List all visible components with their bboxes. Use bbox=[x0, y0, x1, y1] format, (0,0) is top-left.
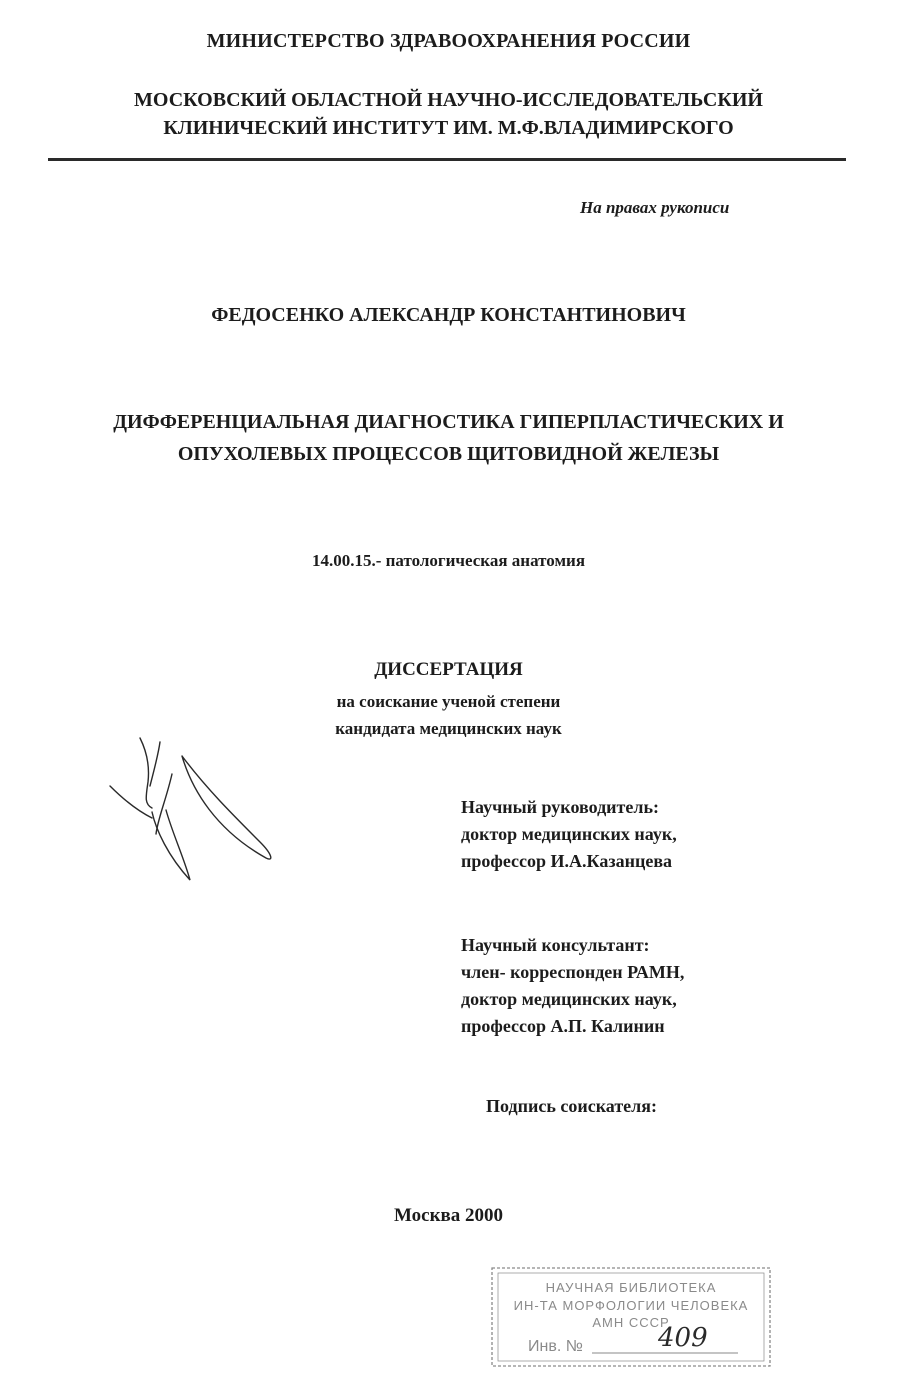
consultant-membership: член- корреспонден РАМН, bbox=[461, 962, 685, 982]
consultant-block bbox=[461, 932, 684, 1040]
consultant-label: Научный консультант: bbox=[461, 935, 650, 955]
header-divider bbox=[48, 158, 846, 161]
handwritten-signature bbox=[100, 730, 300, 900]
stamp-line-2: ИН-ТА МОРФОЛОГИИ ЧЕЛОВЕКА bbox=[513, 1298, 749, 1313]
stamp-inv-label: Инв. № bbox=[528, 1338, 583, 1355]
dissertation-title bbox=[0, 406, 897, 470]
title-line-1: ДИФФЕРЕНЦИАЛЬНАЯ ДИАГНОСТИКА ГИПЕРПЛАСТИЧЕСКИХ И bbox=[113, 411, 784, 433]
supervisor-name: профессор И.А.Казанцева bbox=[461, 851, 673, 871]
stamp-line-1: НАУЧНАЯ БИБЛИОТЕКА bbox=[545, 1280, 717, 1295]
degree-line-1: на соискание ученой степени bbox=[336, 692, 561, 711]
applicant-signature-label: Подпись соискателя: bbox=[486, 1096, 657, 1116]
consultant-degree: доктор медицинских наук, bbox=[461, 989, 677, 1009]
institute-line-2: КЛИНИЧЕСКИЙ ИНСТИТУТ ИМ. М.Ф.ВЛАДИМИРСКОГО bbox=[163, 117, 734, 139]
specialty-code: 14.00.15.- патологическая анатомия bbox=[311, 551, 586, 570]
institute-heading bbox=[0, 86, 897, 142]
supervisor-degree: доктор медицинских наук, bbox=[461, 824, 677, 844]
stamp-line-3: АМН СССР bbox=[592, 1315, 670, 1330]
title-line-2: ОПУХОЛЕВЫХ ПРОЦЕССОВ ЩИТОВИДНОЙ ЖЕЛЕЗЫ bbox=[177, 443, 720, 465]
consultant-name: профессор А.П. Калинин bbox=[461, 1016, 665, 1036]
ministry-heading: МИНИСТЕРСТВО ЗДРАВООХРАНЕНИЯ РОССИИ bbox=[206, 30, 691, 52]
library-stamp bbox=[488, 1262, 778, 1374]
city-year: Москва 2000 bbox=[393, 1205, 504, 1226]
stamp-inv-number: 409 bbox=[658, 1323, 708, 1353]
dissertation-heading: ДИССЕРТАЦИЯ bbox=[374, 659, 523, 680]
supervisor-block bbox=[461, 794, 677, 875]
degree-line-2: кандидата медицинских наук bbox=[335, 719, 562, 738]
supervisor-label: Научный руководитель: bbox=[461, 797, 659, 817]
institute-line-1: МОСКОВСКИЙ ОБЛАСТНОЙ НАУЧНО-ИССЛЕДОВАТЕЛЬСКИЙ bbox=[134, 89, 763, 111]
rights-note: На правах рукописи bbox=[580, 198, 730, 217]
author-name: ФЕДОСЕНКО АЛЕКСАНДР КОНСТАНТИНОВИЧ bbox=[211, 304, 686, 326]
